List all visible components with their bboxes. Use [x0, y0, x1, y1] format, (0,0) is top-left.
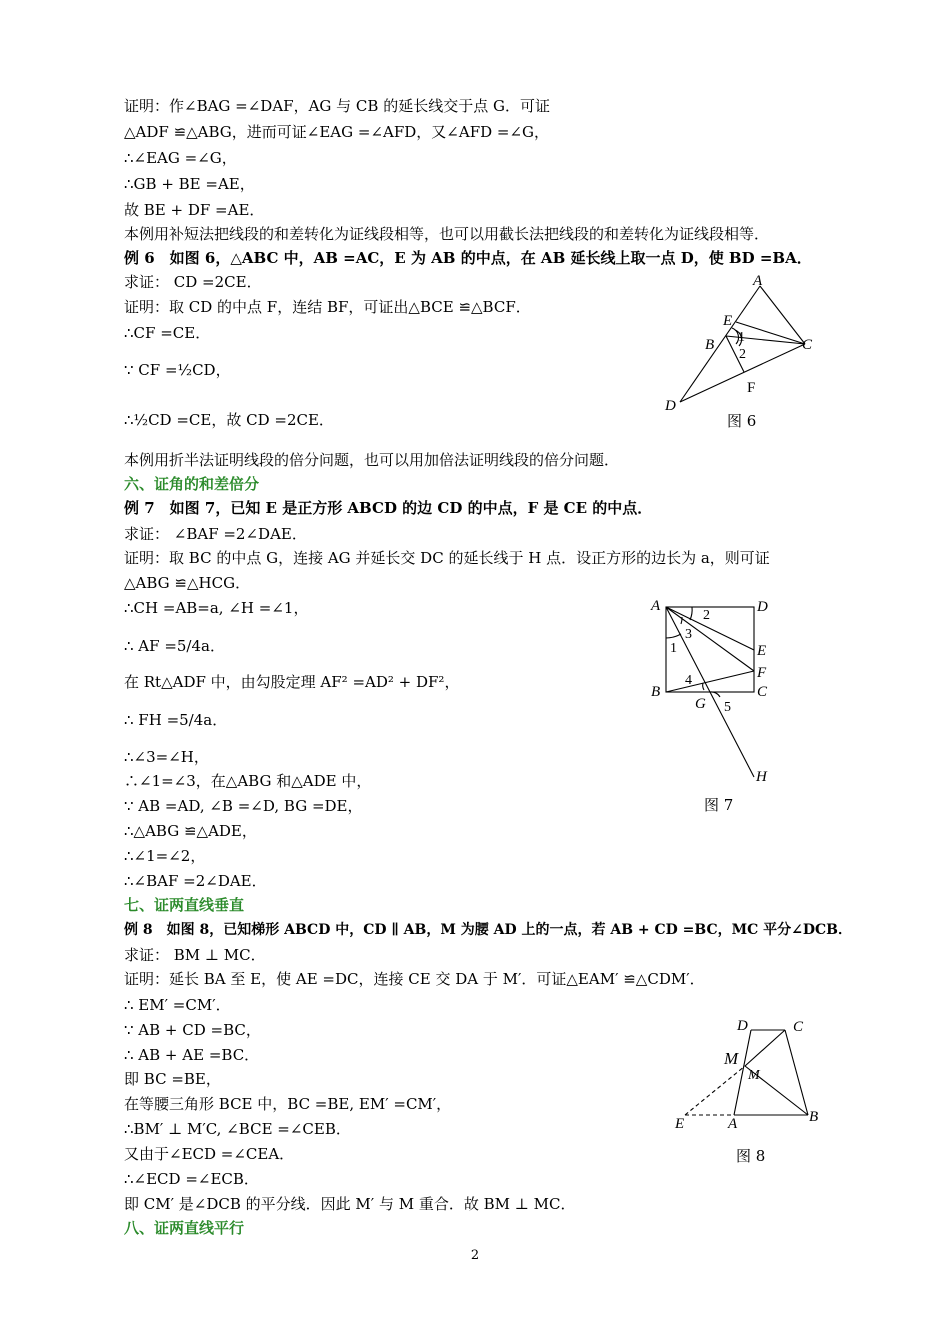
label-G: G — [695, 696, 706, 712]
text-line: ∴ EM′ =CM′． — [124, 996, 231, 1014]
figure-8 — [665, 1010, 835, 1139]
text-line: 证明：取 CD 的中点 F，连结 BF，可证出△BCE ≌△BCF． — [124, 298, 531, 316]
label-B: B — [705, 337, 715, 353]
text-line: ∵ AB =AD, ∠B =∠D, BG =DE， — [124, 797, 363, 815]
text-line: 即 CM′ 是∠DCB 的平分线．因此 M′ 与 M 重合．故 BM ⊥ MC． — [124, 1195, 576, 1213]
label-F: F — [747, 380, 756, 396]
text-line: 证明：取 BC 的中点 G，连接 AG 并延长交 DC 的延长线于 H 点．设正方形的边长为 a，则可证 — [124, 549, 770, 567]
label-E: E — [675, 1116, 685, 1132]
text-line: 故 BE + DF =AE． — [124, 201, 265, 219]
text-line: 本例用折半法证明线段的倍分问题，也可以用加倍法证明线段的倍分问题． — [124, 451, 620, 469]
text-line: ∴∠EAG =∠G， — [124, 149, 237, 167]
text-line: ∴GB + BE =AE， — [124, 175, 255, 193]
label-angle-3: 3 — [685, 627, 692, 642]
label-A: A — [753, 273, 763, 289]
label-angle-4: 4 — [685, 673, 692, 688]
text-line: 即 BC =BE， — [124, 1070, 221, 1088]
text-line: 证明：作∠BAG =∠DAF，AG 与 CB 的延长线交于点 G．可证 — [124, 97, 550, 115]
text-line: 求证： CD =2CE． — [124, 273, 262, 291]
label-M-prime: M — [724, 1049, 739, 1068]
example-heading: 例 8 如图 8，已知梯形 ABCD 中，CD ∥ AB，M 为腰 AD 上的一点，若 AB + CD =BC，MC 平分∠DCB． — [124, 922, 853, 938]
label-A: A — [728, 1116, 738, 1132]
text-line: ∴BM′ ⊥ M′C, ∠BCE =∠CEB． — [124, 1120, 351, 1138]
label-D: D — [737, 1018, 748, 1034]
label-F: F — [757, 665, 767, 681]
text-line: △ADF ≌△ABG，进而可证∠EAG =∠AFD，又∠AFD =∠G， — [124, 123, 550, 141]
figure-8-caption: 图 8 — [736, 1147, 766, 1165]
label-angle-1: 1 — [670, 641, 677, 656]
label-M: M — [748, 1068, 760, 1083]
text-line: 在 Rt△ADF 中，由勾股定理 AF² =AD² + DF²， — [124, 673, 460, 691]
text-line: ∴∠1=∠3，在△ABG 和△ADE 中， — [124, 772, 372, 790]
text-line: ∵ AB + CD =BC， — [124, 1021, 261, 1039]
text-line: 证明：延长 BA 至 E，使 AE =DC，连接 CE 交 DA 于 M′．可证△EAM′ ≌△CDM′． — [124, 970, 705, 988]
label-H: H — [756, 769, 767, 785]
text-line: ∴CH =AB=a, ∠H =∠1， — [124, 599, 309, 617]
example-heading: 例 6 如图 6，△ABC 中，AB =AC，E 为 AB 的中点，在 AB 延长线上取一点 D，使 BD =BA． — [124, 249, 812, 267]
label-angle-5: 5 — [724, 700, 731, 715]
text-line: △ABG ≌△HCG． — [124, 574, 251, 592]
text-line: 求证： ∠BAF =2∠DAE． — [124, 525, 307, 543]
text-line: ∴∠ECD =∠ECB． — [124, 1170, 259, 1188]
text-line: 求证： BM ⊥ MC． — [124, 946, 266, 964]
text-line: ∴∠3=∠H， — [124, 748, 209, 766]
text-line: ∴∠BAF =2∠DAE． — [124, 872, 267, 890]
label-D: D — [665, 398, 676, 413]
text-line: 在等腰三角形 BCE 中，BC =BE, EM′ =CM′， — [124, 1095, 452, 1113]
figure-6 — [655, 268, 825, 417]
text-line: ∴ AB + AE =BC． — [124, 1046, 260, 1064]
label-D: D — [757, 599, 768, 615]
label-A: A — [651, 598, 661, 614]
label-C: C — [757, 684, 768, 700]
label-B: B — [651, 684, 661, 700]
label-B: B — [809, 1109, 819, 1125]
text-line: ∵ CF =½CD， — [124, 361, 231, 379]
figure-7-caption: 图 7 — [704, 796, 734, 814]
text-line: ∴½CD =CE，故 CD =2CE． — [124, 411, 334, 429]
label-C: C — [802, 337, 813, 353]
text-line: ∴ FH =5/4a． — [124, 711, 228, 729]
section-heading: 六、证角的和差倍分 — [124, 475, 260, 493]
text-line: ∴△ABG ≌△ADE， — [124, 822, 257, 840]
text-line: ∴CF =CE． — [124, 324, 211, 342]
label-E: E — [757, 643, 767, 659]
section-heading: 七、证两直线垂直 — [124, 896, 245, 914]
figure-7 — [645, 593, 785, 797]
label-angle-2: 2 — [703, 608, 710, 623]
label-angle-2: 2 — [739, 347, 746, 362]
text-line: ∴∠1=∠2， — [124, 847, 206, 865]
figure-6-caption: 图 6 — [727, 412, 757, 430]
label-E: E — [723, 313, 733, 329]
label-angle-1: 1 — [738, 330, 745, 345]
example-heading: 例 7 如图 7，已知 E 是正方形 ABCD 的边 CD 的中点，F 是 CE 的中点． — [124, 499, 653, 517]
text-line: 又由于∠ECD =∠CEA． — [124, 1145, 295, 1163]
label-C: C — [793, 1019, 804, 1035]
page-number: 2 — [470, 1248, 480, 1263]
text-line: ∴ AF =5/4a． — [124, 637, 225, 655]
text-line: 本例用补短法把线段的和差转化为证线段相等，也可以用截长法把线段的和差转化为证线段相等． — [124, 225, 770, 243]
section-heading: 八、证两直线平行 — [124, 1219, 245, 1237]
